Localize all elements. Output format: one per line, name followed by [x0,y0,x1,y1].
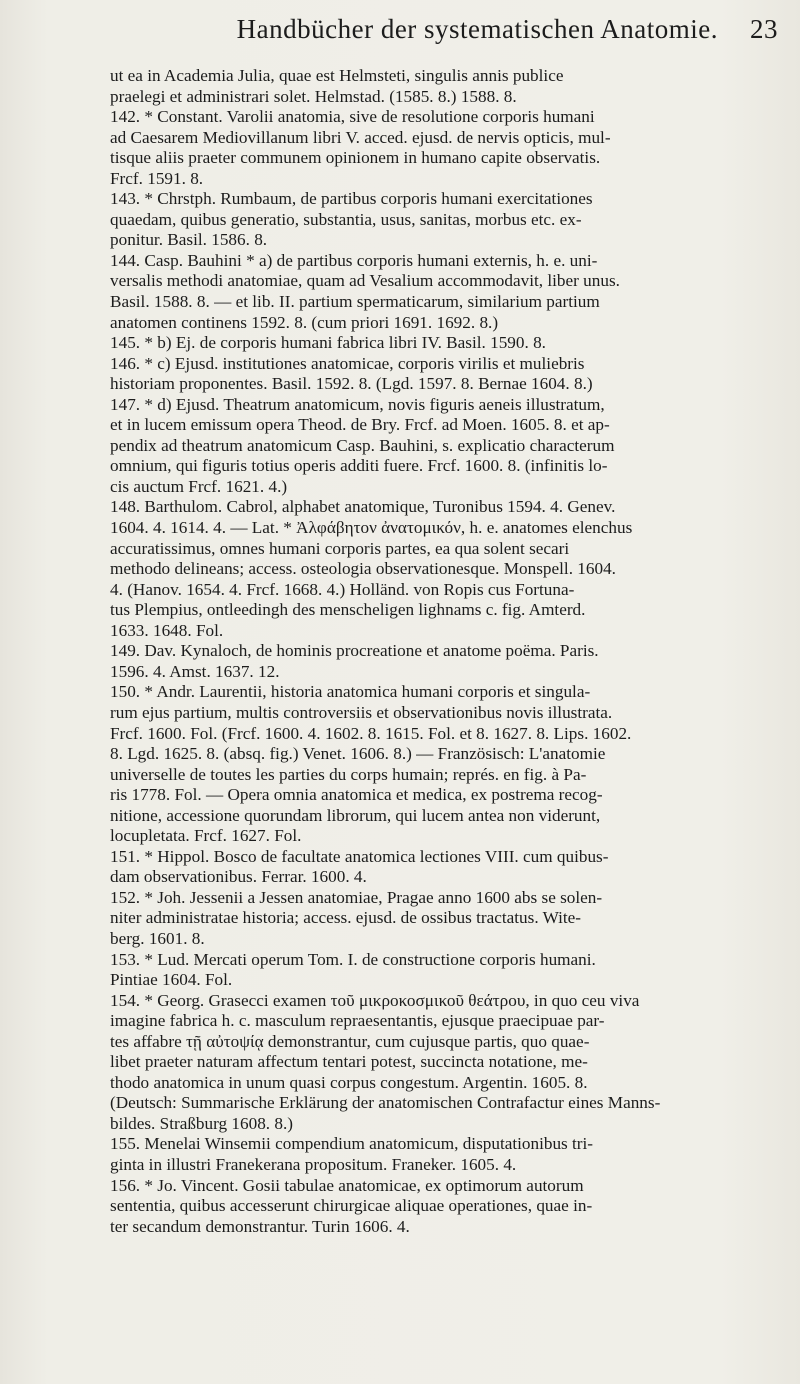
text-line: 144. Casp. Bauhini * a) de partibus corporis humani externis, h. e. uni- [110,250,598,270]
text-line: libet praeter naturam affectum tentari potest, succincta notatione, me- [110,1052,588,1072]
text-line: versalis methodi anatomiae, quam ad Vesalium accommodavit, liber unus. [110,271,620,291]
text-line: imagine fabrica h. c. masculum repraesentantis, ejusque praecipuae par- [110,1011,605,1031]
text-line: 151. * Hippol. Bosco de facultate anatomica lectiones VIII. cum quibus- [110,846,609,866]
text-line: 153. * Lud. Mercati operum Tom. I. de constructione corporis humani. [110,949,596,969]
text-line: ris 1778. Fol. — Opera omnia anatomica et medica, ex postrema recog- [110,785,603,805]
text-line: 152. * Joh. Jessenii a Jessen anatomiae, Pragae anno 1600 abs se solen- [110,887,603,907]
text-line: 145. * b) Ej. de corporis humani fabrica libri IV. Basil. 1590. 8. [110,333,546,353]
text-line: berg. 1601. 8. [110,928,205,948]
text-line: 148. Barthulom. Cabrol, alphabet anatomique, Turonibus 1594. 4. Genev. [110,497,616,517]
text-line: ut ea in Academia Julia, quae est Helmsteti, singulis annis publice [110,66,564,85]
text-line: 1596. 4. Amst. 1637. 12. [110,661,280,681]
text-line: rum ejus partium, multis controversiis et observationibus novis illustrata. [110,702,613,722]
text-line: (Deutsch: Summarische Erklärung der anatomischen Contrafactur eines Manns- [110,1093,661,1113]
text-line: ter secandum demonstrantur. Turin 1606. 4. [110,1216,410,1236]
text-line: 8. Lgd. 1625. 8. (absq. fig.) Venet. 1606. 8.) — Französisch: L'anatomie [110,744,606,764]
text-line: et in lucem emissum opera Theod. de Bry. Frcf. ad Moen. 1605. 8. et ap- [110,415,610,435]
text-line: Frcf. 1591. 8. [110,168,204,188]
text-line: 1604. 4. 1614. 4. — Lat. * Ἀλφάβητον ἀνατομικόν, h. e. anatomes elenchus [110,518,633,538]
text-line: tes affabre τῇ αὐτοψίᾳ demonstrantur, cum cujusque partis, quo quae- [110,1031,590,1051]
text-line: anatomen continens 1592. 8. (cum priori 1691. 1692. 8.) [110,312,499,332]
page-number: 23 [750,14,778,44]
text-line: nitione, accessione quorundam librorum, qui lucem antea non viderunt, [110,805,601,825]
text-line: 146. * c) Ejusd. institutiones anatomicae, corporis virilis et muliebris [110,353,585,373]
text-line: ginta in illustri Franekerana propositum. Franeker. 1605. 4. [110,1154,517,1174]
text-line: tisque aliis praeter communem opinionem in humano capite observatis. [110,148,601,168]
text-line: thodo anatomica in unum quasi corpus congestum. Argentin. 1605. 8. [110,1072,588,1092]
text-line: omnium, qui figuris totius operis additi fuere. Frcf. 1600. 8. (infinitis lo- [110,456,608,476]
text-line: sententia, quibus accesserunt chirurgicae aliquae operationes, quae in- [110,1196,593,1216]
bibliography-text [110,66,778,1237]
text-line: 143. * Chrstph. Rumbaum, de partibus corporis humani exercitationes [110,189,593,209]
text-line: 155. Menelai Winsemii compendium anatomicum, disputationibus tri- [110,1134,594,1154]
text-line: 147. * d) Ejusd. Theatrum anatomicum, novis figuris aeneis illustratum, [110,394,605,414]
text-line: 149. Dav. Kynaloch, de hominis procreatione et anatome poëma. Paris. [110,641,599,661]
text-line: ponitur. Basil. 1586. 8. [110,230,268,250]
text-line: dam observationibus. Ferrar. 1600. 4. [110,867,367,887]
text-line: historiam proponentes. Basil. 1592. 8. (Lgd. 1597. 8. Bernae 1604. 8.) [110,374,593,394]
text-line: 150. * Andr. Laurentii, historia anatomica humani corporis et singula- [110,682,591,702]
text-line: Frcf. 1600. Fol. (Frcf. 1600. 4. 1602. 8. 1615. Fol. et 8. 1627. 8. Lips. 1602. [110,723,632,743]
text-line: accuratissimus, omnes humani corporis partes, ea qua solent secari [110,538,570,558]
text-line: universelle de toutes les parties du corps humain; représ. en fig. à Pa- [110,764,587,784]
text-line: ad Caesarem Mediovillanum libri V. acced. ejusd. de nervis opticis, mul- [110,127,611,147]
text-line: niter administratae historia; access. ejusd. de ossibus tractatus. Wite- [110,908,582,928]
text-line: quaedam, quibus generatio, substantia, usus, sanitas, morbus etc. ex- [110,209,582,229]
text-line: 154. * Georg. Grasecci examen τοῦ μικροκοσμικοῦ θεάτρου, in quo ceu viva [110,990,640,1010]
text-line: 142. * Constant. Varolii anatomia, sive de resolutione corporis humani [110,107,595,127]
text-line: methodo delineans; access. osteologia observationesque. Monspell. 1604. [110,559,616,579]
running-title: Handbücher der systematischen Anatomie. [236,14,718,44]
text-line: bildes. Straßburg 1608. 8.) [110,1113,294,1133]
running-header [90,14,778,54]
text-line: Basil. 1588. 8. — et lib. II. partium spermaticarum, similarium partium [110,292,600,312]
text-line: locupletata. Frcf. 1627. Fol. [110,826,302,846]
text-line: praelegi et administrari solet. Helmstad. (1585. 8.) 1588. 8. [110,86,517,106]
text-line: tus Plempius, ontleedingh des menscheligen lighnams c. fig. Amterd. [110,600,586,620]
text-line: 1633. 1648. Fol. [110,620,224,640]
text-line: Pintiae 1604. Fol. [110,970,233,990]
text-line: 4. (Hanov. 1654. 4. Frcf. 1668. 4.) Holländ. von Ropis cus Fortuna- [110,579,575,599]
text-line: pendix ad theatrum anatomicum Casp. Bauhini, s. explicatio characterum [110,435,615,455]
text-line: cis auctum Frcf. 1621. 4.) [110,476,288,496]
text-line: 156. * Jo. Vincent. Gosii tabulae anatomicae, ex optimorum autorum [110,1175,584,1195]
